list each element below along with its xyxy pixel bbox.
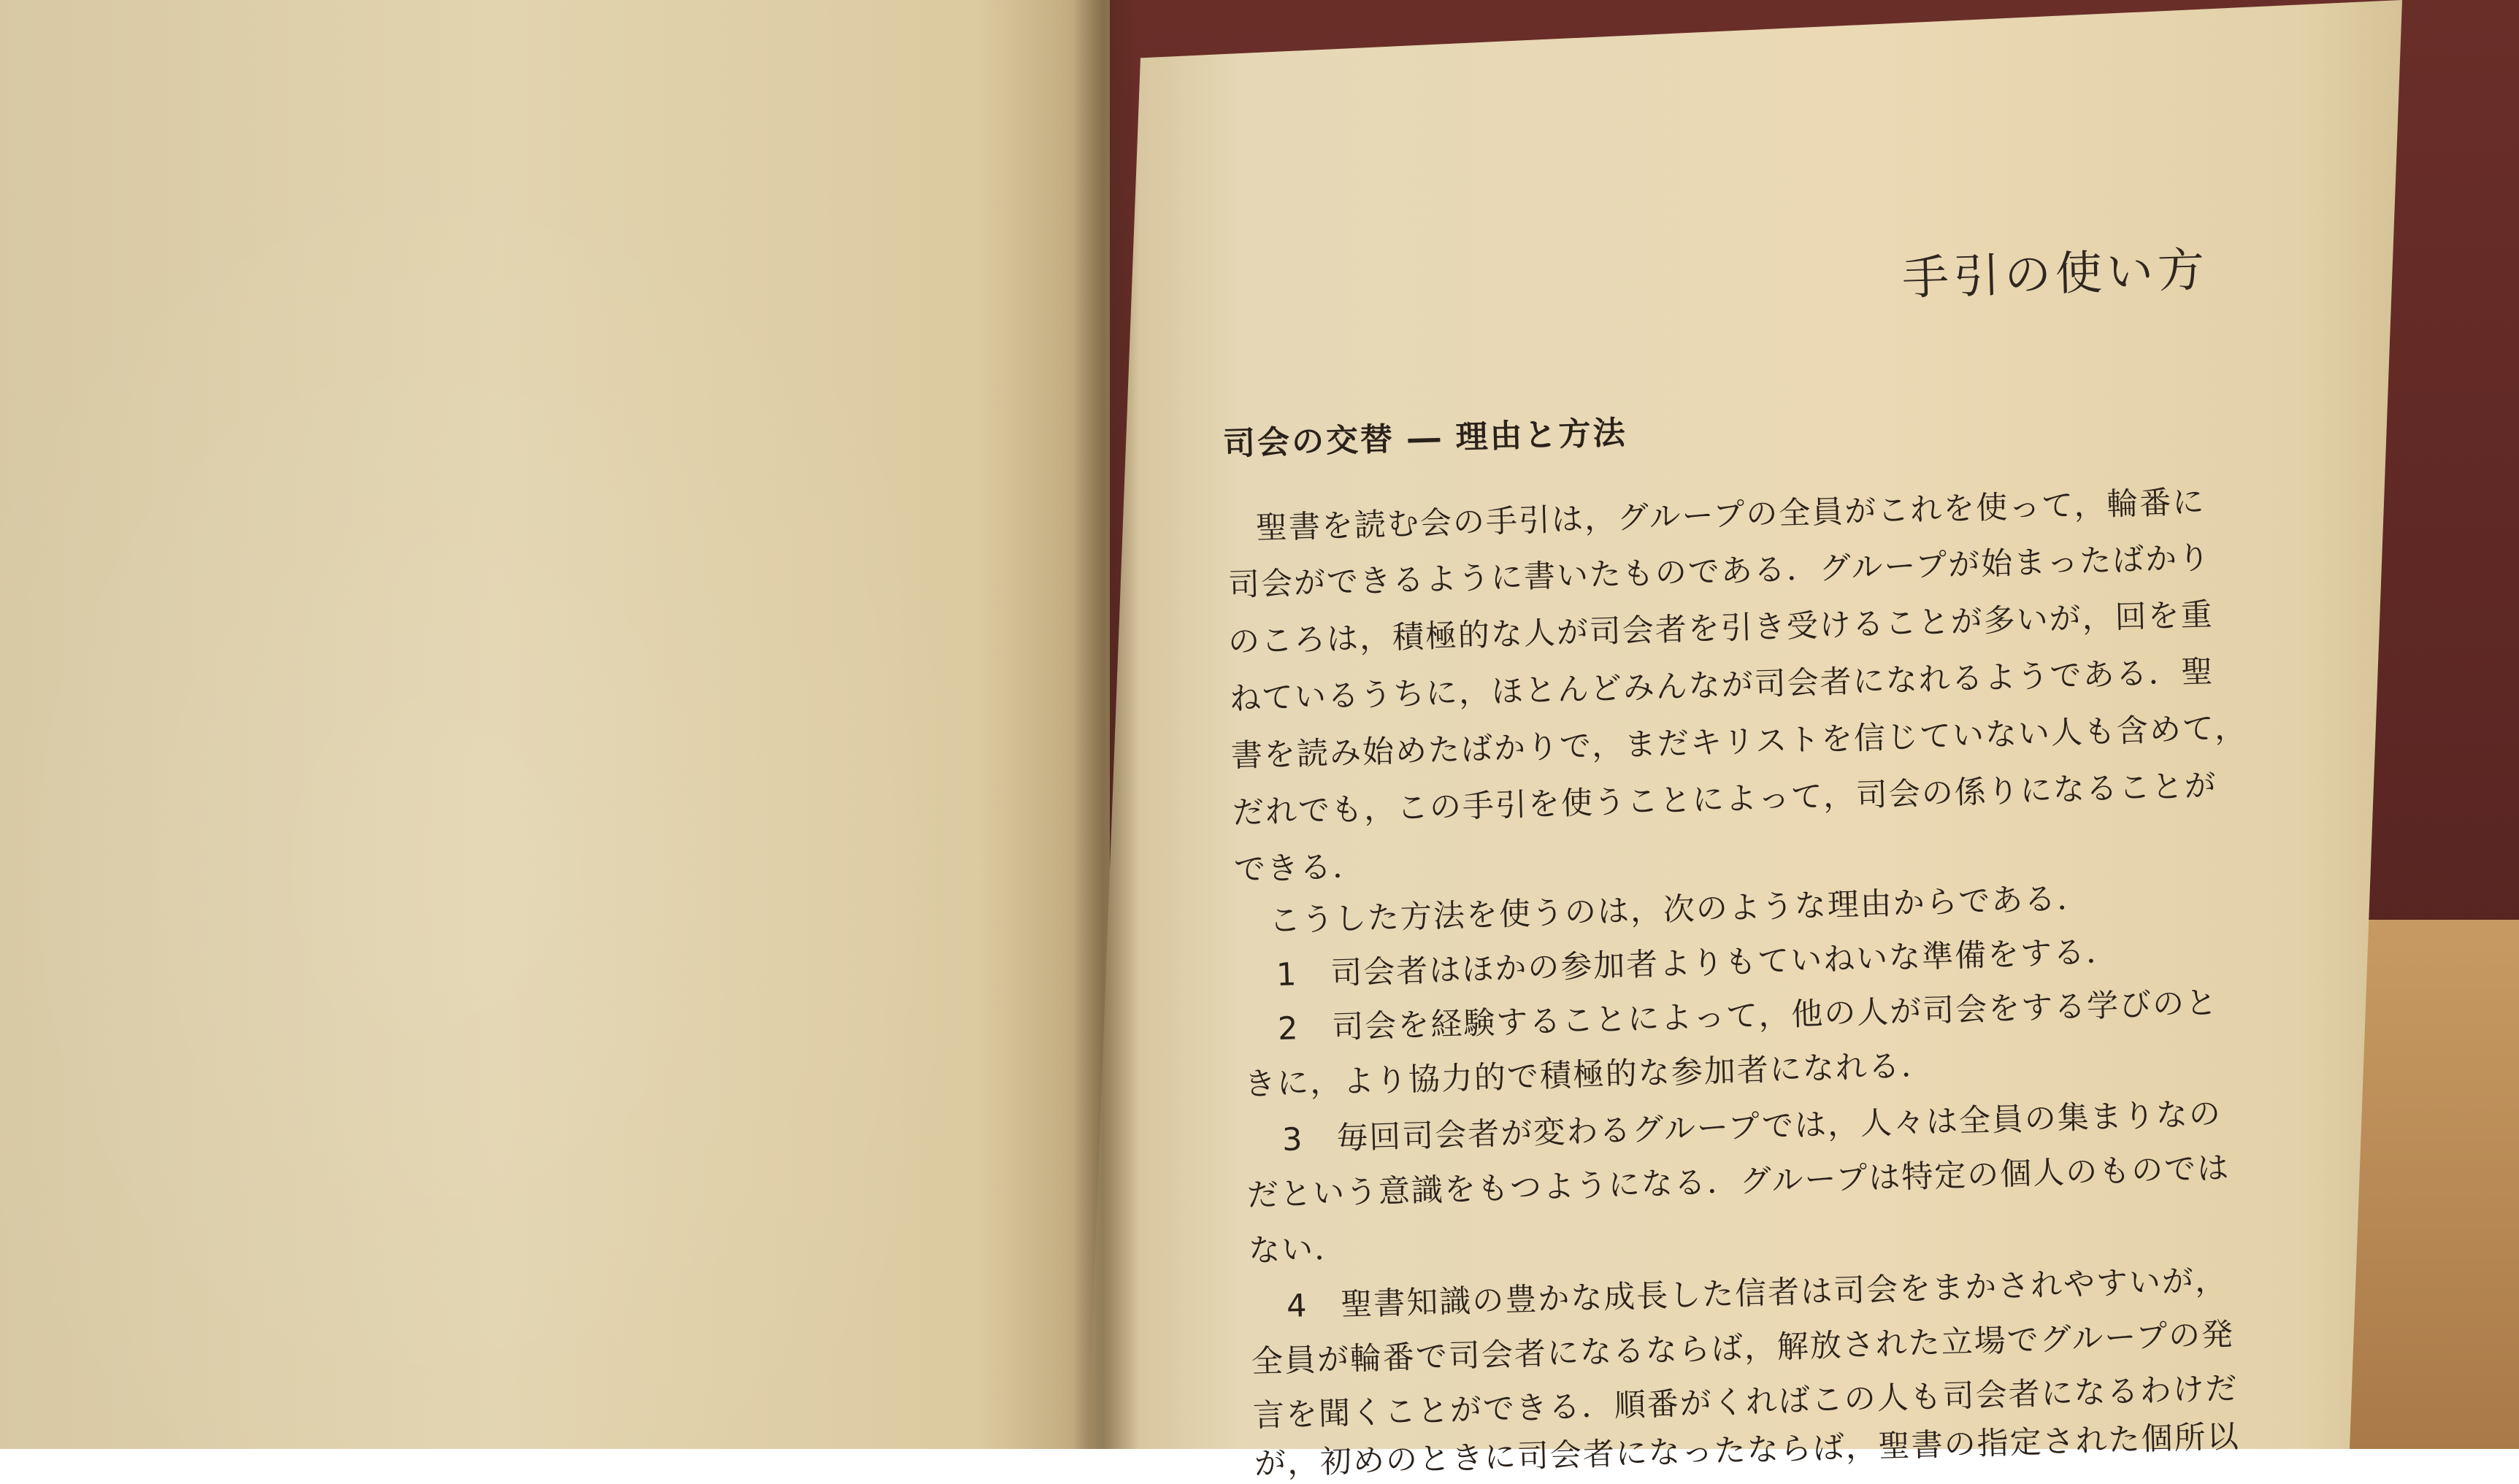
body-line: 聖書を読む会の手引は，グループの全員がこれを使って，輪番に	[1255, 483, 2206, 547]
section-heading: 司会の交替 ― 理由と方法	[1222, 414, 1628, 463]
list-item: 1 司会者はほかの参加者よりもていねいな準備をする．	[1276, 933, 2120, 993]
body-line: だという意識をもつようになる．グループは特定の個人のものでは	[1246, 1150, 2231, 1214]
body-line: こうした方法を使うのは，次のような理由からである．	[1268, 880, 2090, 939]
body-line: 司会ができるように書いたものである．グループが始まったばかり	[1227, 539, 2212, 604]
page-title: 手引の使い方	[1901, 243, 2210, 306]
body-line: きに，より協力的で積極的な参加者になれる．	[1243, 1047, 1935, 1103]
body-line: が，初めのときに司会者になったならば，聖書の指定された個所以	[1254, 1418, 2241, 1483]
list-item: 4 聖書知識の豊かな成長した信者は司会をまかされやすいが，	[1286, 1262, 2228, 1325]
body-line: できる．	[1233, 847, 1366, 888]
body-line: ない．	[1248, 1230, 1348, 1269]
list-item: 2 司会を経験することによって，他の人が司会をする学びのと	[1277, 985, 2219, 1047]
body-line: 全員が輪番で司会者になるならば，解放された立場でグループの発	[1251, 1316, 2235, 1380]
left-page-blank	[0, 0, 1110, 1449]
body-line: 言を聞くことができる．順番がくればこの人も司会者になるわけだ	[1252, 1370, 2239, 1434]
list-item: 3 毎回司会者が変わるグループでは，人々は全員の集まりなの	[1281, 1096, 2223, 1158]
body-line: ねているうちに，ほとんどみんなが司会者になれるようである．聖	[1229, 653, 2215, 718]
book-gutter	[1073, 0, 1139, 1449]
body-line: 書を読み始めたばかりで，まだキリストを信じていない人も含めて，	[1230, 710, 2248, 774]
body-line: だれでも，この手引を使うことによって，司会の係りになることが	[1232, 767, 2218, 831]
body-line: のころは，積極的な人が司会者を引き受けることが多いが，回を重	[1227, 596, 2215, 661]
